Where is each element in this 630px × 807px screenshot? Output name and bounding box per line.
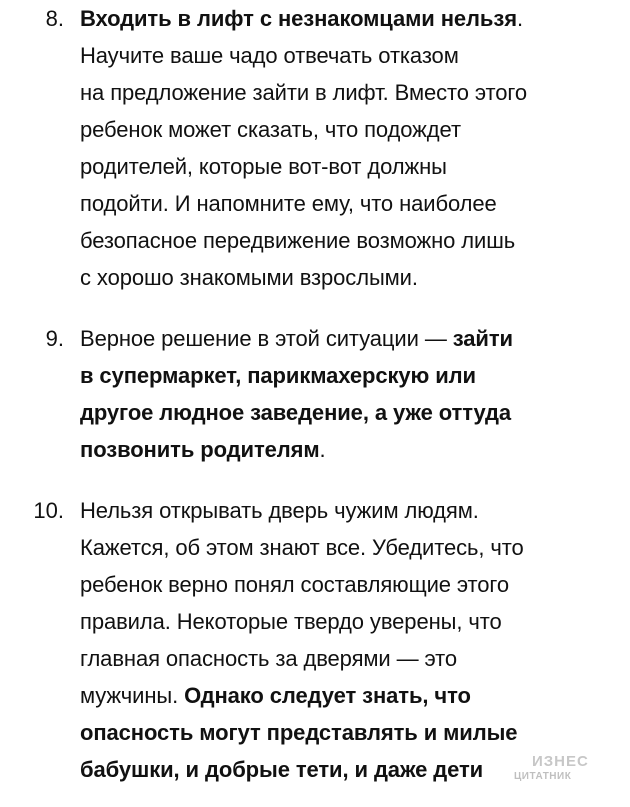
text-line [80,259,610,296]
bold-text: позвонить родителям [80,437,320,462]
bold-text: опасность могут представлять и милые [80,720,518,745]
regular-text: главная опасность за дверями — это [80,646,458,671]
text-line [80,529,610,566]
regular-text: . [319,437,326,462]
text-line [80,640,610,677]
regular-text: ребенок верно понял составляющие этого [80,572,510,597]
list-item-text [80,320,610,468]
list-item-number: 10. [33,498,64,523]
regular-text: . [516,6,523,31]
list-item-number: 9. [45,326,64,351]
watermark-line-2: ЦИТАТНИК [514,771,572,782]
text-line [80,394,610,431]
text-line [80,677,610,714]
text-line [80,431,610,468]
text-line [80,74,610,111]
watermark-logo [512,753,592,789]
regular-text: мужчины. [80,683,185,708]
regular-text: Кажется, об этом знают все. Убедитесь, что [80,535,524,560]
text-line [80,0,610,37]
text-line [80,357,610,394]
regular-text: Нельзя открывать дверь чужим людям. [80,498,479,523]
text-line [80,603,610,640]
bold-text: другое людное заведение, а уже оттуда [80,400,512,425]
regular-text: Верное решение в этой ситуации — [80,326,453,351]
regular-text: Научите ваше чадо отвечать отказом [80,43,459,68]
text-line [80,492,610,529]
text-line [80,320,610,357]
text-line [80,185,610,222]
list-item-text [80,0,610,296]
text-line [80,148,610,185]
text-line [80,222,610,259]
bold-text: бабушки, и добрые тети, и даже дети [80,757,484,782]
bold-text: в супермаркет, парикмахерскую или [80,363,476,388]
regular-text: подойти. И напомните ему, что наиболее [80,191,497,216]
text-line [80,37,610,74]
text-line [80,566,610,603]
list-item-number: 8. [45,6,64,31]
bold-text: Однако следует знать, что [184,683,471,708]
bold-text: Входить в лифт с незнакомцами нельзя [80,6,517,31]
text-line [80,714,610,751]
regular-text: правила. Некоторые твердо уверены, что [80,609,502,634]
regular-text: родителей, которые вот-вот должны [80,154,447,179]
text-line [80,111,610,148]
regular-text: безопасное передвижение возможно лишь [80,228,516,253]
regular-text: с хорошо знакомыми взрослыми. [80,265,418,290]
regular-text: на предложение зайти в лифт. Вместо этого [80,80,527,105]
watermark-line-1: ИЗНЕС [532,753,589,770]
regular-text: ребенок может сказать, что подождет [80,117,461,142]
list-item-text [80,492,610,788]
bold-text: зайти [452,326,513,351]
